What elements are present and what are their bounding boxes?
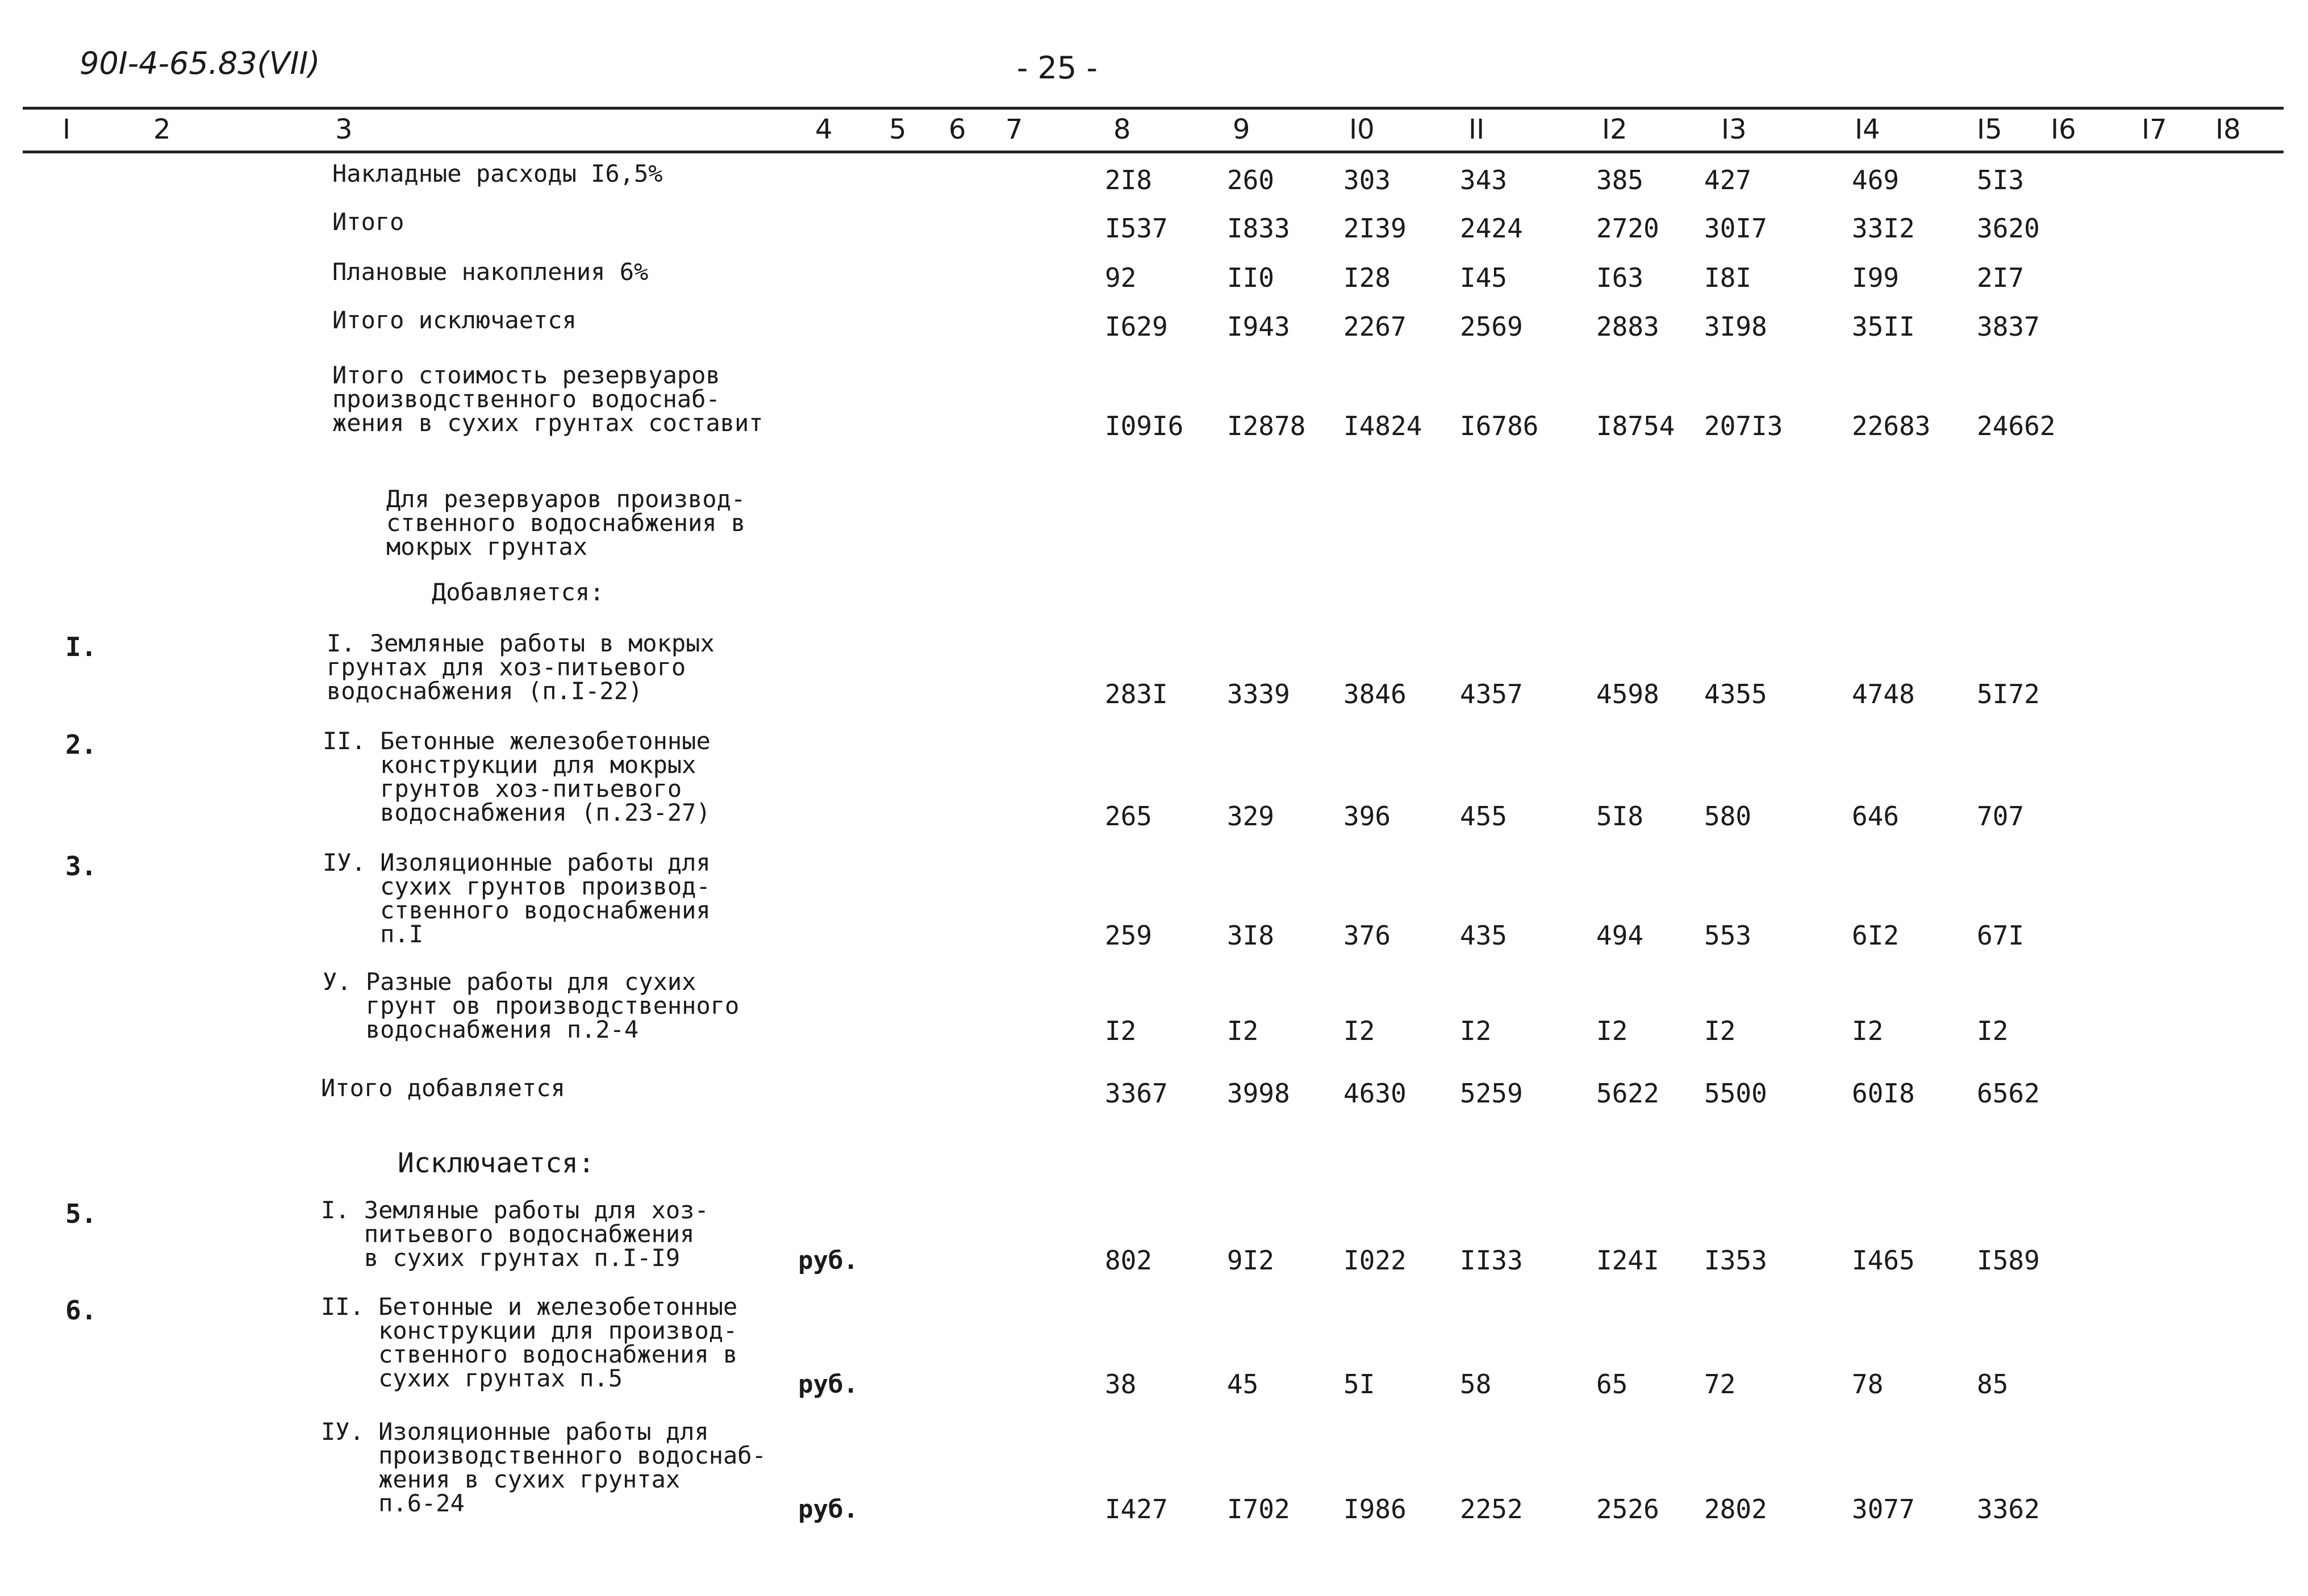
column-number: 4 xyxy=(815,114,833,145)
cell-value: 35II xyxy=(1852,311,1915,342)
row-label: Итого xyxy=(332,208,404,236)
column-number: I2 xyxy=(1602,114,1627,145)
cell-value: 2I8 xyxy=(1105,165,1153,195)
cell-value: 3367 xyxy=(1105,1078,1168,1109)
cell-value: 92 xyxy=(1105,262,1137,293)
column-number: II xyxy=(1468,114,1485,145)
cell-value: 2267 xyxy=(1343,311,1406,342)
cell-value: I537 xyxy=(1105,213,1168,244)
cell-value: 802 xyxy=(1105,1245,1153,1276)
cell-value: 72 xyxy=(1704,1369,1736,1399)
cell-value: 396 xyxy=(1343,801,1391,832)
cell-value: 6I2 xyxy=(1852,920,1900,951)
cell-value: I4824 xyxy=(1343,411,1422,441)
cell-value: I2 xyxy=(1977,1016,2009,1046)
cell-value: 3998 xyxy=(1227,1078,1290,1109)
row-unit: руб. xyxy=(798,1370,858,1399)
cell-value: 5I xyxy=(1343,1369,1375,1399)
row-label: Накладные расходы I6,5% xyxy=(332,160,663,187)
cell-value: 2526 xyxy=(1596,1494,1659,1524)
cell-value: I28 xyxy=(1343,262,1391,293)
cell-value: 580 xyxy=(1704,801,1752,832)
row-number: 3. xyxy=(65,851,97,881)
cell-value: 24662 xyxy=(1977,411,2056,441)
cell-value: I99 xyxy=(1852,262,1900,293)
row-label: Исключается: xyxy=(398,1147,595,1179)
row-label: Плановые накопления 6% xyxy=(332,258,649,286)
cell-value: 4355 xyxy=(1704,679,1767,709)
cell-value: 3837 xyxy=(1977,311,2040,342)
cell-value: I8I xyxy=(1704,262,1752,293)
row-label: Итого стоимость резервуаров производственного водоснаб- жения в сухих грунтах составит xyxy=(332,361,763,437)
row-label: IУ. Изоляционные работы для сухих грунтов производ- ственного водоснабжения п.I xyxy=(323,849,711,948)
cell-value: 30I7 xyxy=(1704,213,1767,244)
column-number: 8 xyxy=(1113,114,1131,145)
cell-value: 427 xyxy=(1704,165,1752,195)
cell-value: 376 xyxy=(1343,920,1391,951)
cell-value: I6786 xyxy=(1460,411,1539,441)
row-label: II. Бетонные железобетонные конструкции для мокрых грунтов хоз-питьевого водоснабжения (п.23-27) xyxy=(323,727,711,826)
cell-value: 3I8 xyxy=(1227,920,1275,951)
row-label: IУ. Изоляционные работы для производственного водоснаб- жения в сухих грунтах п.6-24 xyxy=(321,1418,766,1517)
cell-value: 455 xyxy=(1460,801,1508,832)
cell-value: I45 xyxy=(1460,262,1508,293)
cell-value: 2802 xyxy=(1704,1494,1767,1524)
row-label: Итого добавляется xyxy=(321,1074,565,1102)
cell-value: I833 xyxy=(1227,213,1290,244)
row-label: Добавляется: xyxy=(432,578,604,606)
cell-value: 2569 xyxy=(1460,311,1523,342)
cell-value: 22683 xyxy=(1852,411,1931,441)
cell-value: 58 xyxy=(1460,1369,1492,1399)
cell-value: II33 xyxy=(1460,1245,1523,1276)
cell-value: 67I xyxy=(1977,920,2025,951)
row-number: 6. xyxy=(65,1295,97,1326)
cell-value: 38 xyxy=(1105,1369,1137,1399)
cell-value: 207I3 xyxy=(1704,411,1783,441)
cell-value: 646 xyxy=(1852,801,1900,832)
cell-value: 3I98 xyxy=(1704,311,1767,342)
cell-value: 6562 xyxy=(1977,1078,2040,1109)
column-number: 9 xyxy=(1233,114,1250,145)
column-number: 2 xyxy=(153,114,171,145)
cell-value: 5I3 xyxy=(1977,165,2025,195)
cell-value: 3362 xyxy=(1977,1494,2040,1524)
cell-value: 553 xyxy=(1704,920,1752,951)
cell-value: 5500 xyxy=(1704,1078,1767,1109)
column-number: I8 xyxy=(2215,114,2241,145)
cell-value: 469 xyxy=(1852,165,1900,195)
column-number: I6 xyxy=(2051,114,2076,145)
row-number: 5. xyxy=(65,1198,97,1229)
row-label: I. Земляные работы для хоз- питьевого водоснабжения в сухих грунтах п.I-I9 xyxy=(321,1196,709,1272)
column-number: I3 xyxy=(1721,114,1747,145)
cell-value: 5259 xyxy=(1460,1078,1523,1109)
row-label: II. Бетонные и железобетонные конструкции для производ- ственного водоснабжения в сухих грунтах п.5 xyxy=(321,1293,738,1392)
cell-value: 4598 xyxy=(1596,679,1659,709)
cell-value: I8754 xyxy=(1596,411,1675,441)
page-number: - 25 - xyxy=(1017,50,1098,86)
cell-value: 2720 xyxy=(1596,213,1659,244)
cell-value: 4748 xyxy=(1852,679,1915,709)
cell-value: 5I8 xyxy=(1596,801,1644,832)
cell-value: 4357 xyxy=(1460,679,1523,709)
column-number: 7 xyxy=(1005,114,1023,145)
cell-value: 45 xyxy=(1227,1369,1259,1399)
cell-value: I943 xyxy=(1227,311,1290,342)
cell-value: 4630 xyxy=(1343,1078,1406,1109)
cell-value: I022 xyxy=(1343,1245,1406,1276)
row-unit: руб. xyxy=(798,1495,858,1524)
column-number: I xyxy=(62,114,71,145)
cell-value: I09I6 xyxy=(1105,411,1184,441)
column-number: 3 xyxy=(335,114,353,145)
cell-value: I63 xyxy=(1596,262,1644,293)
row-label: I. Земляные работы в мокрых грунтах для хоз-питьевого водоснабжения (п.I-22) xyxy=(327,629,715,705)
cell-value: 265 xyxy=(1105,801,1153,832)
cell-value: 9I2 xyxy=(1227,1245,1275,1276)
cell-value: I2 xyxy=(1343,1016,1375,1046)
cell-value: 2883 xyxy=(1596,311,1659,342)
cell-value: 60I8 xyxy=(1852,1078,1915,1109)
cell-value: 5I72 xyxy=(1977,679,2040,709)
cell-value: I2 xyxy=(1460,1016,1492,1046)
cell-value: I353 xyxy=(1704,1245,1767,1276)
cell-value: 3620 xyxy=(1977,213,2040,244)
cell-value: 260 xyxy=(1227,165,1275,195)
column-number: I4 xyxy=(1855,114,1880,145)
row-unit: руб. xyxy=(798,1246,858,1275)
row-number: 2. xyxy=(65,729,97,760)
table-rule-top xyxy=(23,107,2284,110)
cell-value: 2I7 xyxy=(1977,262,2025,293)
cell-value: 385 xyxy=(1596,165,1644,195)
document-code: 90I-4-65.83(VII) xyxy=(80,45,320,81)
table-rule-bottom xyxy=(23,151,2284,153)
cell-value: 2252 xyxy=(1460,1494,1523,1524)
cell-value: 33I2 xyxy=(1852,213,1915,244)
cell-value: I2 xyxy=(1105,1016,1137,1046)
cell-value: II0 xyxy=(1227,262,1275,293)
column-number: I0 xyxy=(1349,114,1375,145)
cell-value: I465 xyxy=(1852,1245,1915,1276)
cell-value: I2 xyxy=(1852,1016,1884,1046)
column-number: 5 xyxy=(889,114,907,145)
cell-value: 303 xyxy=(1343,165,1391,195)
cell-value: 85 xyxy=(1977,1369,2009,1399)
cell-value: 3077 xyxy=(1852,1494,1915,1524)
cell-value: I2 xyxy=(1227,1016,1259,1046)
cell-value: I2878 xyxy=(1227,411,1306,441)
cell-value: 2I39 xyxy=(1343,213,1406,244)
cell-value: 65 xyxy=(1596,1369,1628,1399)
cell-value: I702 xyxy=(1227,1494,1290,1524)
row-label: Итого исключается xyxy=(332,306,577,334)
row-number: I. xyxy=(65,632,97,662)
cell-value: I2 xyxy=(1704,1016,1736,1046)
cell-value: I24I xyxy=(1596,1245,1659,1276)
column-number: I7 xyxy=(2142,114,2167,145)
cell-value: 494 xyxy=(1596,920,1644,951)
cell-value: 5622 xyxy=(1596,1078,1659,1109)
cell-value: I629 xyxy=(1105,311,1168,342)
column-number: I5 xyxy=(1977,114,2002,145)
cell-value: 435 xyxy=(1460,920,1508,951)
row-label: У. Разные работы для сухих грунт ов производственного водоснабжения п.2-4 xyxy=(323,968,740,1043)
cell-value: 329 xyxy=(1227,801,1275,832)
cell-value: I589 xyxy=(1977,1245,2040,1276)
cell-value: 707 xyxy=(1977,801,2025,832)
cell-value: I427 xyxy=(1105,1494,1168,1524)
cell-value: I2 xyxy=(1596,1016,1628,1046)
cell-value: I986 xyxy=(1343,1494,1406,1524)
cell-value: 343 xyxy=(1460,165,1508,195)
cell-value: 3339 xyxy=(1227,679,1290,709)
cell-value: 2424 xyxy=(1460,213,1523,244)
cell-value: 259 xyxy=(1105,920,1153,951)
cell-value: 78 xyxy=(1852,1369,1884,1399)
column-number: 6 xyxy=(949,114,966,145)
row-label: Для резервуаров производ- ственного водоснабжения в мокрых грунтах xyxy=(386,485,746,561)
cell-value: 3846 xyxy=(1343,679,1406,709)
cell-value: 283I xyxy=(1105,679,1168,709)
